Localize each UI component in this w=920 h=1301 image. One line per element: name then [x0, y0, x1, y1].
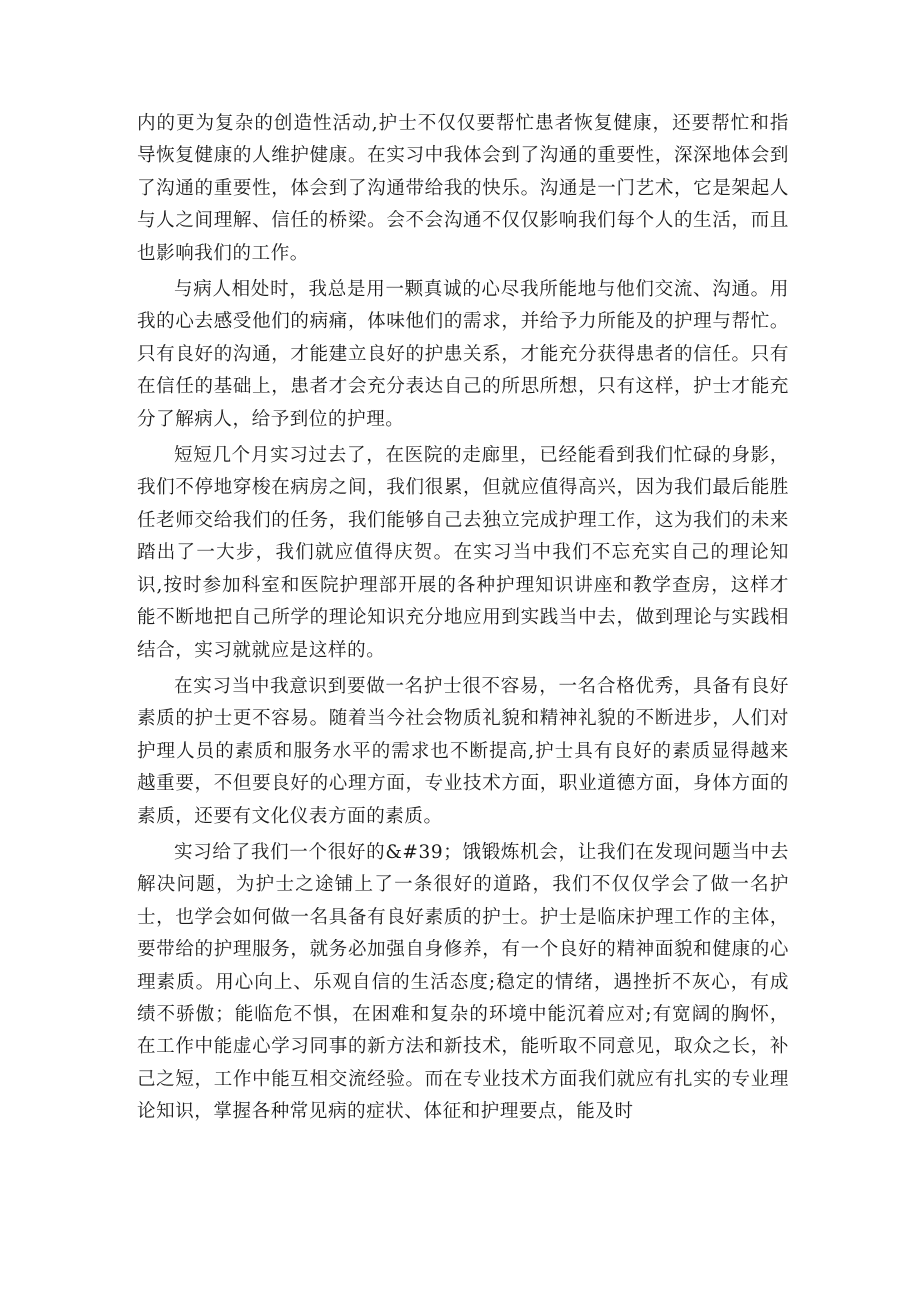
paragraph-5: 实习给了我们一个很好的&#39；饿锻炼机会，让我们在发现问题当中去解决问题，为护士之途铺上了一条很好的道路，我们不仅仅学会了做一名护士，也学会如何做一名具备有良好素质的护士。护士是临床护理工作的主体，要带给的护理服务，就务必加强自身修养，有一个良好的精神面貌和健康的心理素质。用心向上、乐观自信的生活态度;稳定的情绪，遇挫折不灰心，有成绩不骄傲；能临危不惧，在困难和复杂的环境中能沉着应对;有宽阔的胸怀，在工作中能虚心学习同事的新方法和新技术，能听取不同意见，取众之长，补己之短，工作中能互相交流经验。而在专业技术方面我们就应有扎实的专业理论知识，掌握各种常见病的症状、体征和护理要点，能及时 [137, 841, 789, 1123]
paragraph-2: 与病人相处时，我总是用一颗真诚的心尽我所能地与他们交流、沟通。用我的心去感受他们的病痛，体味他们的需求，并给予力所能及的护理与帮忙。只有良好的沟通，才能建立良好的护患关系，才能充分获得患者的信任。只有在信任的基础上，患者才会充分表达自己的所思所想，只有这样，护士才能充分了解病人，给予到位的护理。 [137, 279, 789, 430]
document-body [137, 108, 789, 1133]
paragraph-1: 内的更为复杂的创造性活动,护士不仅仅要帮忙患者恢复健康，还要帮忙和指导恢复健康的人维护健康。在实习中我体会到了沟通的重要性，深深地体会到了沟通的重要性，体会到了沟通带给我的快乐。沟通是一门艺术，它是架起人与人之间理解、信任的桥梁。会不会沟通不仅仅影响我们每个人的生活，而且也影响我们的工作。 [137, 113, 789, 264]
paragraph-3: 短短几个月实习过去了，在医院的走廊里，已经能看到我们忙碌的身影，我们不停地穿梭在病房之间，我们很累，但就应值得高兴，因为我们最后能胜任老师交给我们的任务，我们能够自己去独立完成护理工作，这为我们的未来踏出了一大步，我们就应值得庆贺。在实习当中我们不忘充实自己的理论知识,按时参加科室和医院护理部开展的各种护理知识讲座和教学查房，这样才能不断地把自己所学的理论知识充分地应用到实践当中去，做到理论与实践相结合，实习就就应是这样的。 [137, 445, 789, 661]
paragraph-4: 在实习当中我意识到要做一名护士很不容易，一名合格优秀，具备有良好素质的护士更不容易。随着当今社会物质礼貌和精神礼貌的不断进步，人们对护理人员的素质和服务水平的需求也不断提高,护士具有良好的素质显得越来越重要，不但要良好的心理方面，专业技术方面，职业道德方面，身体方面的素质，还要有文化仪表方面的素质。 [137, 675, 789, 827]
